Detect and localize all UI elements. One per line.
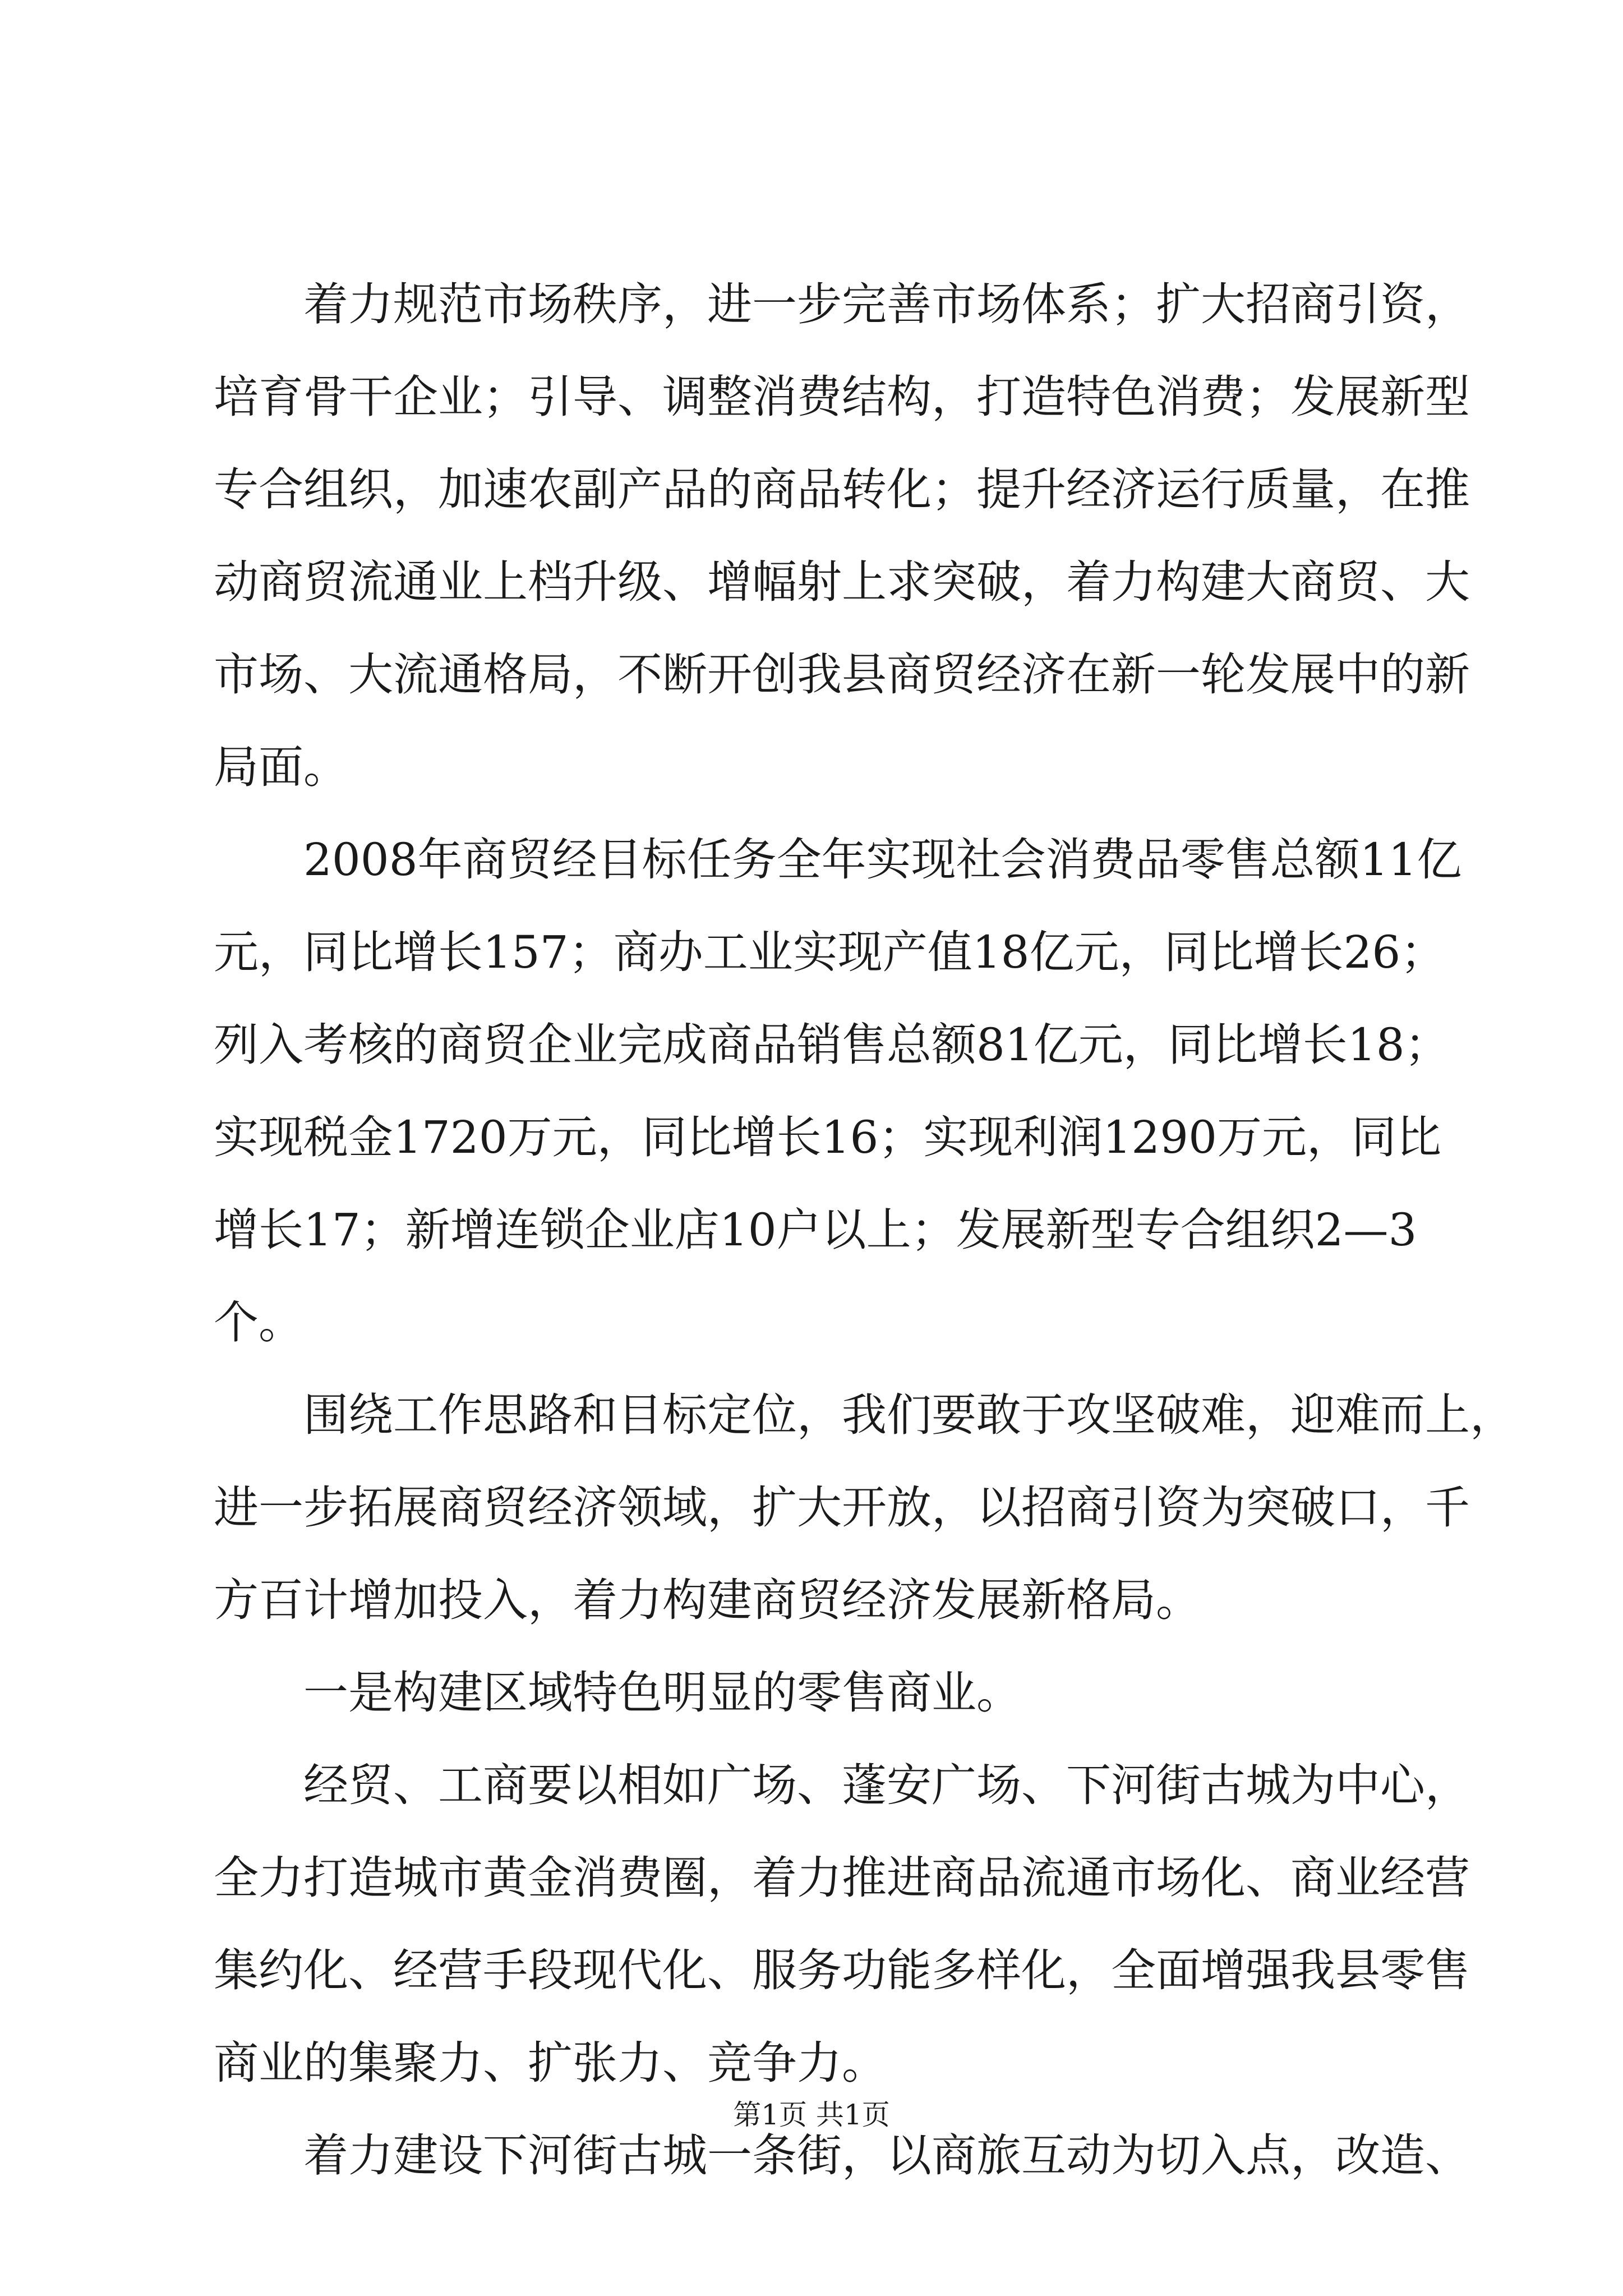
paragraph	[214, 813, 1462, 1369]
paragraph-line: 着力规范市场秩序，进一步完善市场体系；扩大招商引资，	[303, 278, 1470, 330]
paragraph-line: 动商贸流通业上档升级、增幅射上求突破，着力构建大商贸、大	[214, 556, 1470, 608]
paragraph-line: 列入考核的商贸企业完成商品销售总额81亿元，同比增长18；	[214, 1019, 1450, 1071]
paragraph-line: 元，同比增长157；商办工业实现产值18亿元，同比增长26；	[214, 926, 1446, 978]
page-number-label: 第1页 共1页	[733, 2099, 890, 2131]
paragraph-line: 局面。	[214, 741, 348, 793]
paragraph-line: 2008年商贸经目标任务全年实现社会消费品零售总额11亿	[303, 834, 1462, 886]
paragraph-line: 培育骨干企业；引导、调整消费结构，打造特色消费；发展新型	[214, 371, 1470, 423]
paragraph-line: 一是构建区域特色明显的零售商业。	[303, 1667, 1021, 1719]
paragraph	[214, 258, 1470, 813]
paragraph-line: 专合组织，加速农副产品的商品转化；提升经济运行质量，在推	[214, 463, 1470, 516]
paragraph	[214, 1739, 1470, 2109]
paragraph-line: 个。	[214, 1296, 303, 1349]
paragraph-line: 着力建设下河街古城一条街，以商旅互动为切入点，改造、	[303, 2129, 1470, 2182]
paragraph-line: 实现税金1720万元，同比增长16；实现利润1290万元，同比	[214, 1111, 1441, 1163]
paragraph	[214, 1646, 1425, 1739]
paragraph-line: 围绕工作思路和目标定位，我们要敢于攻坚破难，迎难而上，	[303, 1389, 1515, 1441]
paragraph-line: 经贸、工商要以相如广场、蓬安广场、下河街古城为中心，	[303, 1759, 1470, 1811]
paragraph-line: 进一步拓展商贸经济领域，扩大开放，以招商引资为突破口，千	[214, 1481, 1470, 1534]
paragraph	[214, 1369, 1515, 1646]
paragraph-line: 商业的集聚力、扩张力、竞争力。	[214, 2037, 887, 2089]
paragraph-line: 集约化、经营手段现代化、服务功能多样化，全面增强我县零售	[214, 1944, 1470, 1996]
page-footer	[0, 2095, 1623, 2134]
paragraph-line: 增长17；新增连锁企业店10户以上；发展新型专合组织2—3	[214, 1204, 1417, 1256]
document-body	[214, 258, 1515, 2202]
paragraph-line: 全力打造城市黄金消费圈，着力推进商品流通市场化、商业经营	[214, 1852, 1470, 1904]
paragraph-line: 方百计增加投入，着力构建商贸经济发展新格局。	[214, 1574, 1201, 1626]
paragraph-line: 市场、大流通格局，不断开创我县商贸经济在新一轮发展中的新	[214, 648, 1470, 701]
